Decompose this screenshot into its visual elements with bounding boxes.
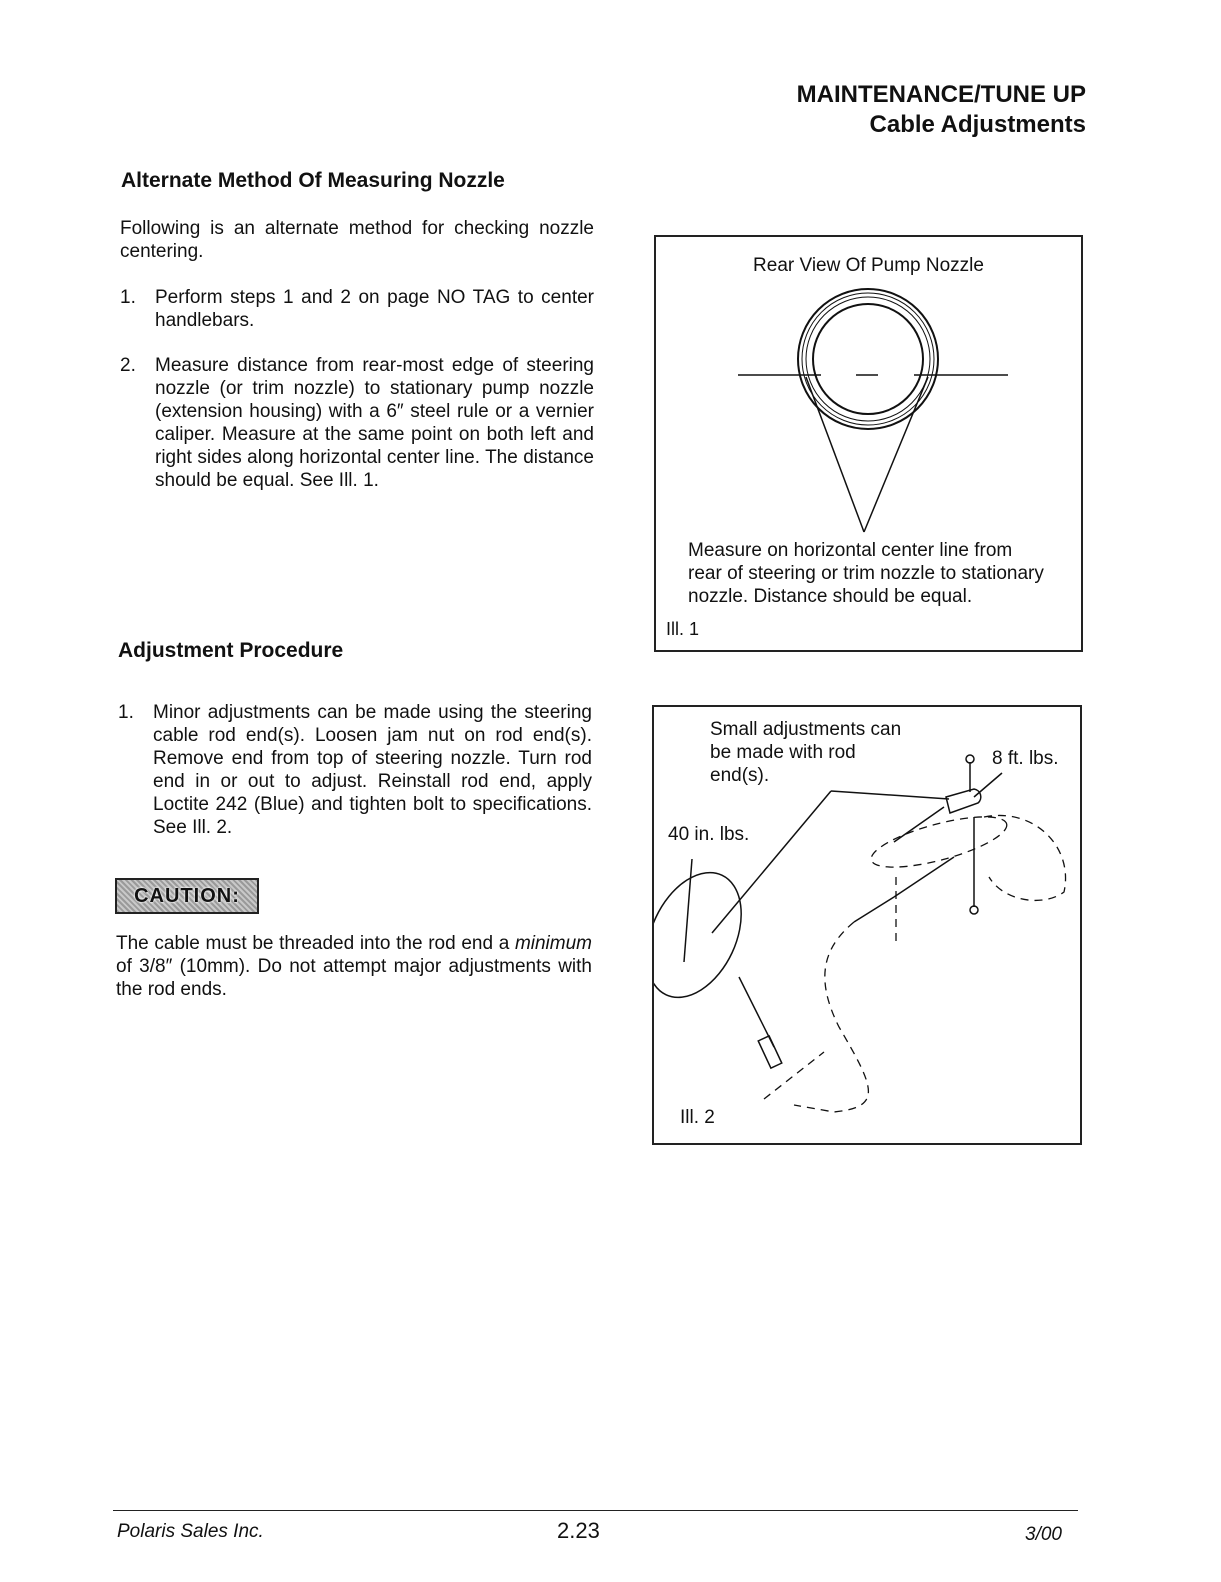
caution-text-emphasis: minimum xyxy=(514,933,592,954)
caution-text-post: of 3/8″ (10mm). Do not attempt major adjustments with the rod ends. xyxy=(116,956,592,1000)
ill1-caption: Measure on horizontal center line from rear of steering or trim nozzle to stationary nozzle. Distance should be equal. xyxy=(688,540,1044,607)
caution-text xyxy=(116,932,592,1001)
adjustment-step-1 xyxy=(118,701,592,839)
torque-8-ft-lbs: 8 ft. lbs. xyxy=(992,748,1059,769)
illustration-1 xyxy=(654,235,1083,652)
alternate-step-1 xyxy=(120,286,594,332)
ill1-title: Rear View Of Pump Nozzle xyxy=(753,255,984,276)
steering-cable-diagram xyxy=(654,707,1080,1143)
alternate-heading: Alternate Method Of Measuring Nozzle xyxy=(121,169,505,192)
alternate-step-2 xyxy=(120,354,594,492)
step-text: Measure distance from rear-most edge of steering nozzle (or trim nozzle) to stationary pump nozzle (extension housing) with a 6″ steel rule or a vernier caliper. Measure at the same point on both left and right sides along horizontal center line. The distance should be equal. See Ill. 1. xyxy=(155,355,594,491)
step-text: Minor adjustments can be made using the steering cable rod end(s). Loosen jam nut on rod end(s). Remove end from top of steering nozzle. Turn rod end in or out to adjust. Reinstall rod end, apply Loctite 242 (Blue) and tighten bolt to specifications. See Ill. 2. xyxy=(153,702,592,838)
illustration-2 xyxy=(652,705,1082,1145)
ill2-label: Ill. 2 xyxy=(680,1107,715,1128)
adjustment-heading: Adjustment Procedure xyxy=(118,639,344,662)
footer-page-number: 2.23 xyxy=(557,1518,600,1543)
footer-rule xyxy=(113,1510,1078,1511)
caution-text-pre: The cable must be threaded into the rod end a xyxy=(116,933,515,954)
section-title: MAINTENANCE/TUNE UP xyxy=(796,81,1086,108)
torque-40-in-lbs: 40 in. lbs. xyxy=(668,824,750,845)
pump-nozzle-diagram xyxy=(656,237,1081,537)
footer-date: 3/00 xyxy=(1025,1524,1062,1545)
ill1-label: Ill. 1 xyxy=(666,619,700,639)
ill2-note: Small adjustments can be made with rod end(s). xyxy=(710,719,902,786)
step-number: 2. xyxy=(120,355,136,376)
step-number: 1. xyxy=(118,702,134,723)
alternate-intro: Following is an alternate method for checking nozzle centering. xyxy=(120,218,594,262)
step-text: Perform steps 1 and 2 on page NO TAG to center handlebars. xyxy=(155,287,594,331)
caution-badge: CAUTION: xyxy=(115,878,259,914)
footer-company: Polaris Sales Inc. xyxy=(117,1521,264,1542)
step-number: 1. xyxy=(120,287,136,308)
subsection-title: Cable Adjustments xyxy=(869,111,1086,138)
